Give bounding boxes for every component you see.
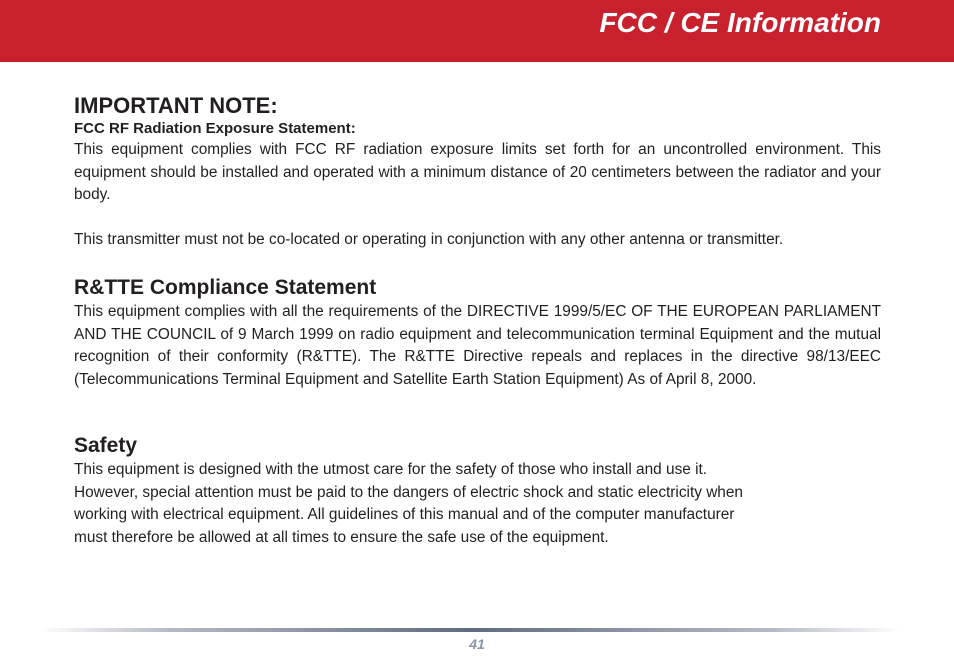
rtte-heading: R&TTE Compliance Statement	[74, 276, 377, 299]
important-note-heading: IMPORTANT NOTE:	[74, 93, 278, 118]
page-title: FCC / CE Information	[599, 7, 881, 38]
safety-paragraph	[74, 459, 881, 549]
header-bar	[0, 0, 954, 62]
rtte-paragraph: This equipment complies with all the requirements of the DIRECTIVE 1999/5/EC OF THE EUROPEAN PARLIAMENT AND THE COUNCIL of 9 March 1999 on radio equipment and telecommunication terminal Equipment and the mutual recognition of their conformity (R&TTE). The R&TTE Directive repeals and replaces in the directive 98/13/EEC (Telecommunications Terminal Equipment and Satellite Earth Station Equipment) As of April 8, 2000.	[74, 303, 881, 388]
fcc-paragraph-1: This equipment complies with FCC RF radiation exposure limits set forth for an uncontrolled environment. This equipment should be installed and operated with a minimum distance of 20 centimeters between the radiator and your body.	[74, 141, 881, 203]
safety-line: However, special attention must be paid to the dangers of electric shock and static electricity when	[74, 483, 743, 501]
fcc-paragraph-2: This transmitter must not be co-located or operating in conjunction with any other antenna or transmitter.	[74, 230, 784, 248]
safety-line: This equipment is designed with the utmost care for the safety of those who install and use it.	[74, 461, 708, 478]
safety-line: working with electrical equipment. All guidelines of this manual and of the computer manufacturer	[74, 506, 735, 523]
page-number: 41	[469, 636, 485, 652]
safety-line: must therefore be allowed at all times to ensure the safe use of the equipment.	[74, 528, 609, 546]
document-body	[74, 93, 881, 549]
safety-heading: Safety	[74, 434, 138, 457]
fcc-rf-subheading: FCC RF Radiation Exposure Statement:	[74, 120, 356, 137]
footer-divider	[40, 628, 900, 632]
